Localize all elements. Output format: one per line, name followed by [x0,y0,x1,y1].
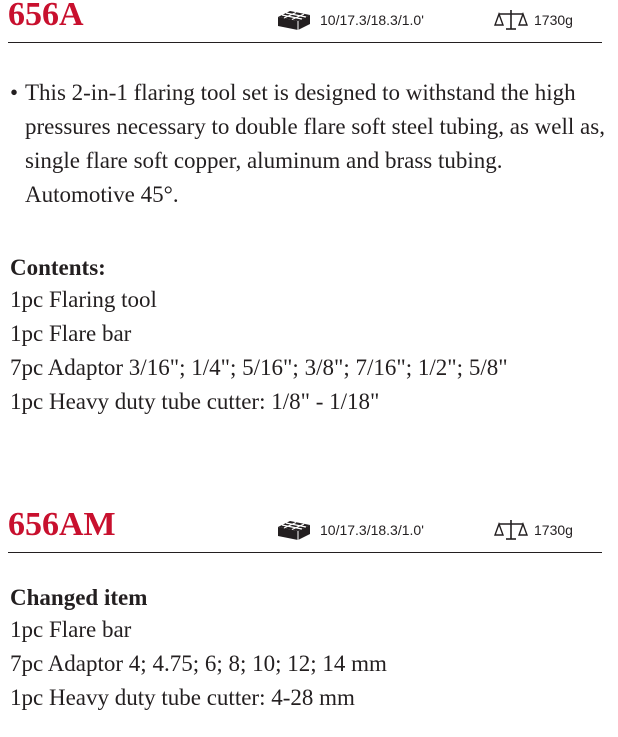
contents-title: Contents: [10,255,106,280]
weight-spec [494,9,573,31]
product-656am [0,506,618,737]
dimensions-spec [276,9,424,31]
product-header [0,506,618,550]
dimensions-value: 10/17.3/18.3/1.0' [320,522,424,538]
list-item: 1pc Flaring tool [10,287,157,312]
carton-box-icon [276,9,312,31]
changed-title: Changed item [10,585,148,610]
list-item: 7pc Adaptor 3/16"; 1/4"; 5/16"; 3/8"; 7/16"; 1/2"; 5/8" [10,355,508,380]
list-item: 7pc Adaptor 4; 4.75; 6; 8; 10; 12; 14 mm [10,651,387,676]
balance-scale-icon [494,519,528,541]
weight-spec [494,519,573,541]
description-text: This 2-in-1 flaring tool set is designed to withstand the high pressures necessary to double flare soft steel tubing, as well as, single flare soft copper, aluminum and brass tubing. Automotive 45°. [25,80,605,207]
dimensions-spec [276,519,424,541]
dimensions-value: 10/17.3/18.3/1.0' [320,12,424,28]
contents-section [10,253,508,419]
header-divider [8,552,602,553]
weight-value: 1730g [534,12,573,28]
changed-items-section [10,583,387,715]
list-item: 1pc Flare bar [10,321,132,346]
product-code: 656AM [8,506,116,543]
product-header [0,0,618,40]
product-code: 656A [8,0,84,33]
carton-box-icon [276,519,312,541]
list-item: 1pc Flare bar [10,617,132,642]
list-item: 1pc Heavy duty tube cutter: 1/8" - 1/18" [10,389,380,414]
balance-scale-icon [494,9,528,31]
bullet-marker: • [10,80,19,105]
list-item: 1pc Heavy duty tube cutter: 4-28 mm [10,685,355,710]
header-divider [8,42,602,43]
product-description [10,76,610,212]
weight-value: 1730g [534,522,573,538]
